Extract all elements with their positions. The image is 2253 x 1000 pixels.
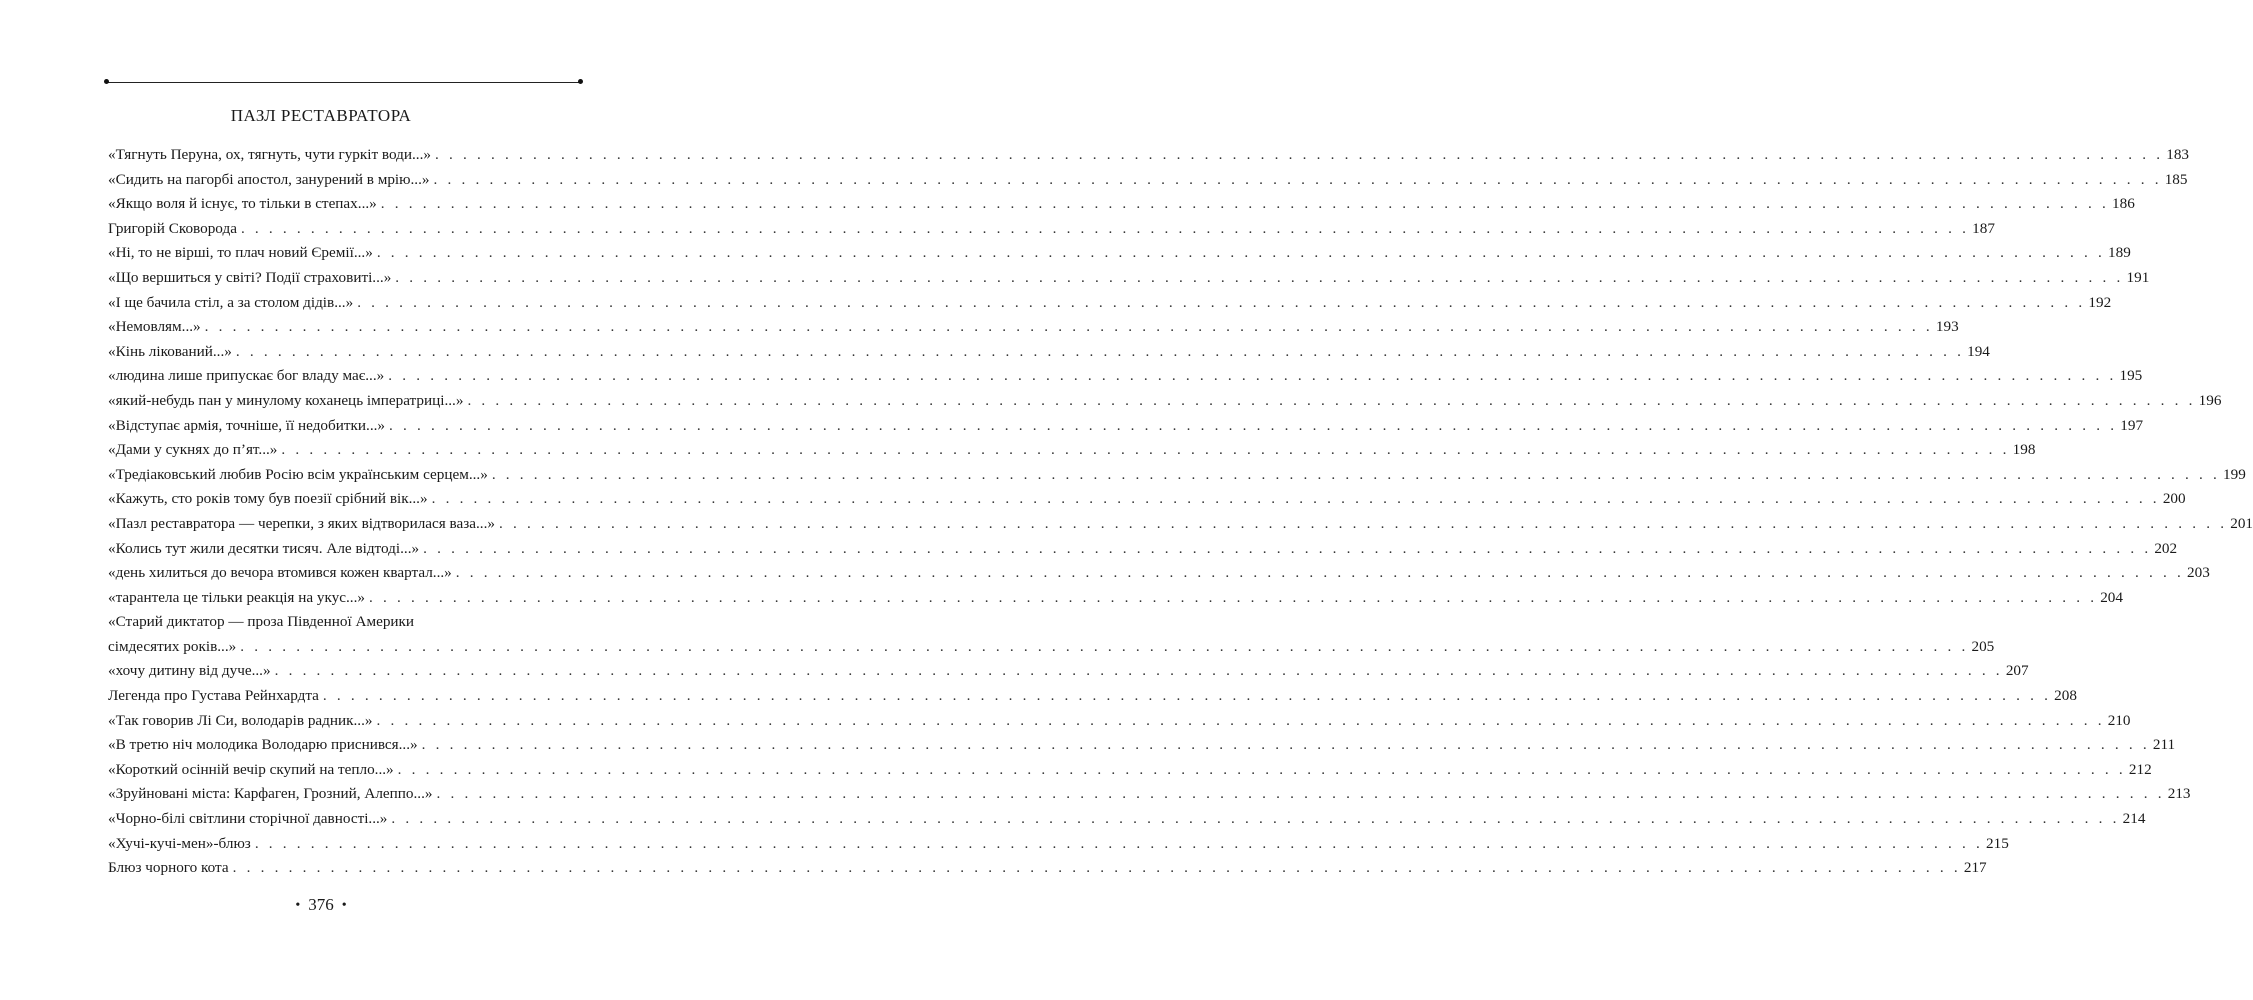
toc-leader-dots	[281, 438, 2009, 463]
toc-entry-title: «тарантела це тільки реакція на укус...»	[108, 588, 365, 606]
page-number: 376	[308, 895, 334, 914]
toc-entry	[108, 364, 2143, 389]
toc-entry-title: «Відступає армія, точніше, її недобитки...»	[108, 416, 386, 434]
toc-entry-page: 208	[2054, 687, 2077, 705]
toc-entry	[108, 733, 2176, 758]
toc-entry-title: Григорій Сковорода	[108, 219, 237, 237]
toc-entry	[108, 586, 2123, 611]
toc-entry	[108, 414, 2144, 439]
toc-entry	[108, 168, 2188, 193]
header-rule	[108, 82, 580, 83]
toc-entry-title: «день хилиться до вечора втомився кожен квартал...»	[108, 564, 452, 582]
toc-entry	[108, 856, 1987, 881]
toc-entry	[108, 315, 1959, 340]
toc-entry-page: 199	[2223, 465, 2246, 483]
toc-leader-dots	[381, 192, 2109, 217]
toc-entry	[108, 709, 2131, 734]
toc-entry-page: 210	[2107, 711, 2131, 729]
toc-entry-title: «В третю ніч молодика Володарю приснився...»	[108, 736, 418, 754]
toc-entry-page: 189	[2108, 244, 2131, 262]
toc-entry-title: «Пазл реставратора — черепки, з яких відтворилася ваза...»	[108, 514, 495, 532]
toc-entry-title: «Що вершиться у світі? Події страховиті...»	[108, 268, 392, 286]
toc-entry-title: «хочу дитину від дуче...»	[108, 662, 271, 680]
toc-entry	[108, 143, 2190, 168]
toc-entry-page: 213	[2167, 785, 2191, 803]
toc-entry-title: «Немовлям...»	[108, 318, 201, 336]
toc-entry-page: 204	[2100, 588, 2123, 606]
toc-leader-dots	[241, 217, 1969, 242]
toc-entry-title: Блюз чорного кота	[108, 859, 229, 877]
toc-entry	[108, 537, 2178, 562]
toc-entry-title: «Дами у сукнях до п’ят...»	[108, 441, 278, 459]
toc-entry-page: 183	[2166, 146, 2190, 163]
toc-leader-dots	[395, 266, 2123, 291]
toc-entry-page: 195	[2119, 367, 2143, 385]
folio-bullet-right: •	[341, 898, 347, 913]
toc-entry-page: 187	[1972, 219, 1995, 237]
toc-entry	[108, 684, 2077, 709]
toc-entry	[108, 241, 2131, 266]
toc-entry-page: 215	[1986, 834, 2009, 852]
toc-entry-title: «людина лише припускає бог владу має...»	[108, 367, 385, 385]
toc-leader-dots	[255, 832, 1983, 857]
toc-entry-page: 202	[2154, 539, 2178, 557]
toc-entry	[108, 217, 1995, 242]
toc-entry-page: 207	[2005, 662, 2029, 680]
toc-entry	[108, 832, 2009, 857]
toc-entry	[108, 610, 1995, 659]
toc-entry-page: 192	[2088, 293, 2112, 311]
toc-entry-title: «Тредіаковський любив Росію всім українським серцем...»	[108, 465, 488, 483]
toc-entry-page: 197	[2120, 416, 2144, 434]
toc-leader-dots	[433, 168, 2161, 193]
toc-leader-dots	[377, 241, 2105, 266]
toc-entry-page: 203	[2187, 564, 2210, 582]
toc-entry	[108, 807, 2146, 832]
toc-entry-page: 217	[1963, 859, 1987, 877]
toc-leader-dots	[492, 463, 2220, 488]
toc-leader-dots	[240, 635, 1968, 660]
toc-entry-title: Легенда про Густава Рейнхардта	[108, 687, 319, 705]
toc-entry-title: «Кінь лікований...»	[108, 342, 232, 360]
toc-entry-page: 212	[2128, 760, 2152, 778]
toc-entry-page: 194	[1967, 342, 1990, 360]
toc-entry-title: «Сидить на пагорбі апостол, занурений в мрію...»	[108, 170, 430, 188]
toc-entry-title: «Чорно-білі світлини сторічної давності...»	[108, 810, 388, 828]
toc-leader-dots	[435, 143, 2163, 168]
toc-entry	[108, 389, 2222, 414]
toc-entry	[108, 266, 2150, 291]
page-number-footer	[0, 895, 642, 915]
toc-leader-dots	[369, 586, 2097, 611]
toc-entry-title: «Хучі-кучі-мен»-блюз	[108, 834, 251, 852]
toc-entry-page: 214	[2122, 810, 2146, 828]
toc-entry-page: 196	[2198, 391, 2222, 409]
toc-leader-dots	[391, 807, 2119, 832]
folio-bullet-left: •	[295, 898, 301, 913]
toc-entry-page: 198	[2012, 441, 2036, 459]
toc-entry-page: 186	[2112, 195, 2135, 213]
toc-leader-dots	[377, 709, 2105, 734]
toc-entry-page: 205	[1971, 637, 1995, 655]
toc-entry	[108, 438, 2036, 463]
toc-entry	[108, 291, 2112, 316]
toc-entry-page: 191	[2126, 268, 2150, 286]
toc-entry-title: «Ні, то не вірші, то плач новий Єремії...»	[108, 244, 373, 262]
toc-entry	[108, 512, 2253, 537]
toc-leader-dots	[499, 512, 2227, 537]
toc-entry	[108, 758, 2152, 783]
toc-leader-dots	[432, 487, 2160, 512]
toc-leader-dots	[323, 684, 2051, 709]
toc-entry	[108, 782, 2191, 807]
toc-entry-title: «Зруйновані міста: Карфаген, Грозний, Алеппо...»	[108, 785, 433, 803]
toc-entry-page: 193	[1935, 318, 1959, 336]
toc-entry-title: «Колись тут жили десятки тисяч. Але відтоді...»	[108, 539, 420, 557]
toc-entry-title: «Якщо воля й існує, то тільки в степах...»	[108, 195, 377, 213]
toc-entry	[108, 487, 2186, 512]
toc-entry-title: «Так говорив Лі Си, володарів радник...»	[108, 711, 373, 729]
toc-entry	[108, 340, 1990, 365]
toc-entry-page: 201	[2230, 514, 2253, 532]
toc-entry	[108, 659, 2029, 684]
toc-leader-dots	[233, 856, 1961, 881]
toc-entry-title: «І ще бачила стіл, а за столом дідів...»	[108, 293, 354, 311]
toc-leader-dots	[423, 537, 2151, 562]
toc-entry	[108, 561, 2210, 586]
header-rule-left-dot	[104, 79, 109, 84]
toc-entry-page: 185	[2164, 170, 2188, 188]
toc-entry-title: «Короткий осінній вечір скупий на тепло...»	[108, 760, 394, 778]
toc-leader-dots	[205, 315, 1933, 340]
toc-entry-page: 211	[2152, 736, 2176, 754]
toc-leader-dots	[398, 758, 2126, 783]
toc-leader-dots	[388, 364, 2116, 389]
toc-leader-dots	[389, 414, 2117, 439]
toc-entry	[108, 463, 2246, 488]
toc-leader-dots	[437, 782, 2165, 807]
toc-entry-title: «Кажуть, сто років тому був поезії срібний вік...»	[108, 490, 428, 508]
toc-entry	[108, 192, 2135, 217]
toc-entry-title-continued: сімдесятих років...»	[108, 637, 237, 655]
header-rule-right-dot	[578, 79, 583, 84]
toc-entry-page: 200	[2162, 490, 2186, 508]
toc-leader-dots	[422, 733, 2150, 758]
section-title: ПАЗЛ РЕСТАВРАТОРА	[230, 106, 412, 125]
toc-leader-dots	[275, 659, 2003, 684]
toc-leader-dots	[467, 389, 2195, 414]
table-of-contents	[108, 143, 2253, 881]
toc-leader-dots	[456, 561, 2184, 586]
toc-entry-title: «Тягнуть Перуна, ох, тягнуть, чути гуркіт води...»	[108, 146, 431, 163]
toc-entry-title: «який-небудь пан у минулому коханець імператриці...»	[108, 391, 464, 409]
toc-leader-dots	[357, 291, 2085, 316]
toc-leader-dots	[236, 340, 1964, 365]
toc-entry-title: «Старий диктатор — проза Південної Америки	[108, 613, 415, 631]
